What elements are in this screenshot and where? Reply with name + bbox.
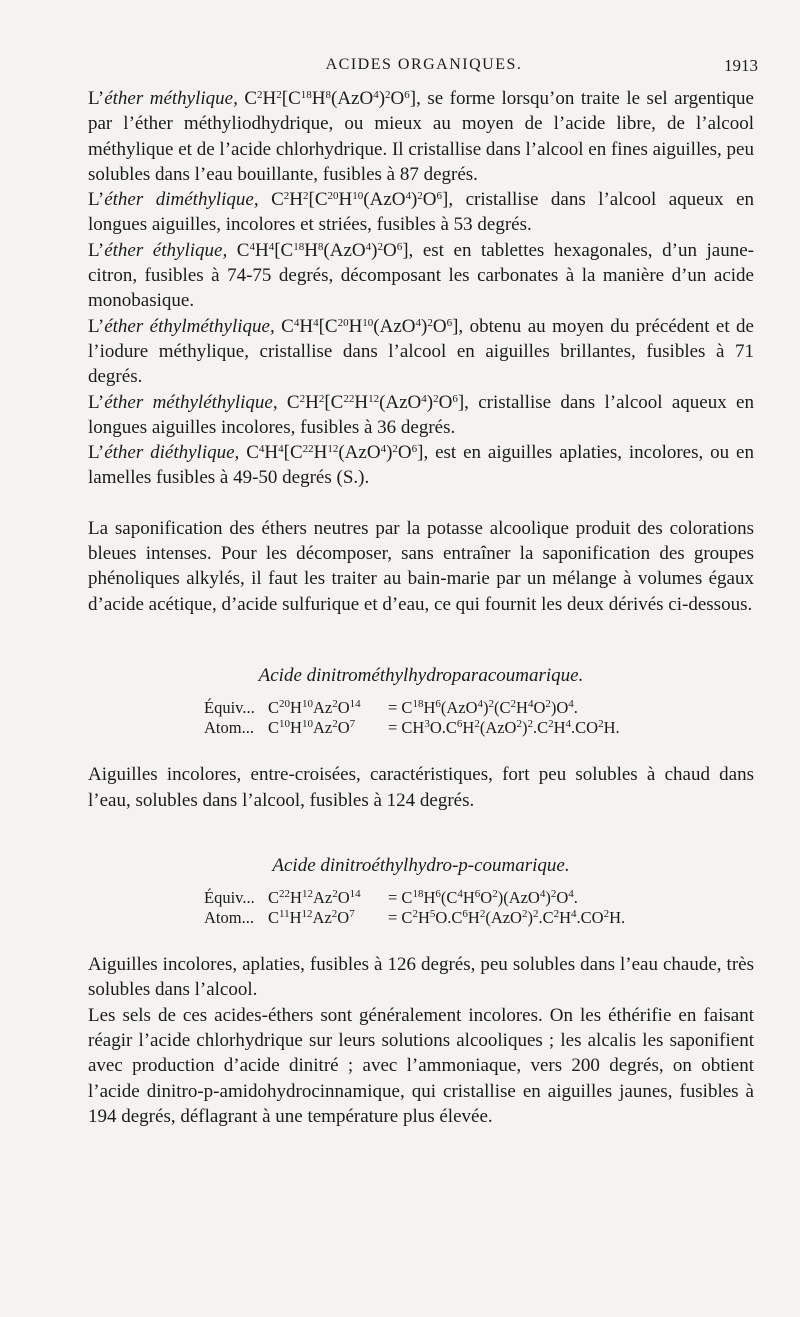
header-title: ACIDES ORGANIQUES. (325, 56, 523, 73)
ether-formula: $C^4H^4[C^{18}H^8(AzO^4)^2O^6]$ (236, 239, 409, 261)
acid2-title: Acide dinitroéthylhydro-p-coumarique. (272, 854, 570, 876)
acid1-atom-label: Atom... (204, 718, 254, 738)
ether-formula: $C^4H^4[C^{22}H^{12}(AzO^4)^2O^6]$ (246, 442, 424, 464)
ether-title: éther méthyléthylique, (104, 391, 287, 413)
acid2-atom-a: $C^{11}H^{12}Az^2O^7$ (268, 908, 355, 928)
acid2-description: Aiguilles incolores, aplaties, fusibles à 126 degrés, peu solubles dans l’eau chaude, très solubles dans l’alcool. (88, 954, 754, 1001)
acid2-atom-b: = $C^2H^5O.C^6H^2(AzO^2)^2.C^2H^4.CO^2H$. (388, 908, 626, 928)
acid2-formula (88, 888, 754, 928)
ether-title: éther diméthylique, (104, 189, 272, 211)
ether-lead: L’ (88, 391, 105, 413)
page-body (88, 86, 754, 1129)
ether-text: , obtenu au moyen du précédent et de l’iodure méthylique, cristallise dans l’alcool en aiguilles brillantes, fusibles à 71 degrés. (88, 315, 754, 388)
acid1-atom-b: = $CH^3O.C^6H^2(AzO^2)^2.C^2H^4.CO^2H$. (388, 718, 620, 738)
acid1-atom-a: $C^{10}H^{10}Az^2O^7$ (268, 718, 356, 738)
ether-paragraph-ethylmethylique (88, 314, 754, 390)
ether-paragraphs (88, 86, 754, 491)
acid1-equiv-a: $C^{20}H^{10}Az^2O^{14}$ (268, 698, 361, 718)
acid2-equiv-a: $C^{22}H^{12}Az^2O^{14}$ (268, 888, 361, 908)
acid1-description: Aiguilles incolores, entre-croisées, caractéristiques, fort peu solubles à chaud dans l’eau, solubles dans l’alcool, fusibles à 124 degrés. (88, 764, 754, 811)
ether-lead: L’ (88, 315, 105, 337)
ether-text: , se forme lorsqu’on traite le sel argentique par l’éther méthyliodhydrique, ou mieux au moyen de l’acide libre, de l’alcool méthylique et de l’acide chlorhydrique. Il cristallise dans l’alcool en fines aiguilles, peu solubles dans l’eau bouillante, fusibles à 87 degrés. (88, 88, 754, 185)
running-header (90, 56, 758, 82)
ether-text: , est en tablettes hexagonales, d’un jaune-citron, fusibles à 74-75 degrés, décomposant les carbonates à la manière d’un acide monobasique. (88, 239, 754, 312)
acid2-atom-label: Atom... (204, 908, 254, 928)
ether-formula: $C^2H^2[C^{20}H^{10}(AzO^4)^2O^6]$ (271, 189, 449, 211)
ether-title: éther éthylique, (104, 239, 237, 261)
ether-lead: L’ (88, 88, 105, 109)
acid1-equiv-label: Équiv... (204, 698, 255, 718)
ether-paragraph-dimethylique (88, 187, 754, 238)
ether-paragraph-methylique (88, 86, 754, 187)
ether-paragraph-methylethylique (88, 390, 754, 441)
acid1-title: Acide dinitrométhylhydroparacoumarique. (258, 664, 584, 686)
ether-title: éther méthylique, (104, 88, 245, 109)
acid1-formula (88, 698, 754, 738)
ether-title: éther diéthylique, (104, 442, 247, 464)
ether-lead: L’ (88, 239, 105, 261)
ether-paragraph-ethylique (88, 238, 754, 314)
ether-text: , cristallise dans l’alcool aqueux en longues aiguilles incolores, fusibles à 36 degrés. (88, 391, 754, 438)
ether-text: , est en aiguilles aplaties, incolores, ou en lamelles fusibles à 49-50 degrés (S.). (88, 442, 754, 489)
ether-paragraph-diethylique (88, 440, 754, 491)
ether-formula: $C^4H^4[C^{20}H^{10}(AzO^4)^2O^6]$ (281, 315, 459, 337)
ether-lead: L’ (88, 442, 105, 464)
closing-paragraph: Les sels de ces acides-éthers sont généralement incolores. On les éthérifie en faisant réagir l’acide chlorhydrique sur leurs solutions alcooliques ; les alcalis les saponifient avec production d’acide dinitré ; avec l’ammoniaque, vers 200 degrés, on obtient l’acide dinitro-p-amidohydrocinnamique, qui cristallise en aiguilles jaunes, fusibles à 194 degrés, déflagrant à une température plus élevée. (88, 1004, 754, 1127)
ether-title: éther éthylméthylique, (104, 315, 282, 337)
ether-formula: $C^2H^2[C^{18}H^8(AzO^4)^2O^6]$ (244, 88, 417, 109)
acid2-equiv-b: = $C^{18}H^6(C^4H^6O^2)(AzO^4)^2O^4$. (388, 888, 578, 908)
ether-text: , cristallise dans l’alcool aqueux en longues aiguilles, incolores et striées, fusibles à 53 degrés. (88, 189, 754, 236)
acid1-equiv-b: = $C^{18}H^6(AzO^4)^2(C^2H^4O^2)O^4$. (388, 698, 578, 718)
page-number: 1913 (724, 56, 758, 75)
ether-lead: L’ (88, 189, 105, 211)
ether-formula: $C^2H^2[C^{22}H^{12}(AzO^4)^2O^6]$ (286, 391, 465, 413)
saponification-paragraph: La saponification des éthers neutres par la potasse alcoolique produit des colorations bleues intenses. Pour les décomposer, sans entraîner la saponification des groupes phénoliques alkylés, il faut les traiter au bain-marie par un mélange à volumes égaux d’acide acétique, d’acide sulfurique et d’eau, ce qui fournit les deux dérivés ci-dessous. (88, 517, 754, 615)
acid2-equiv-label: Équiv... (204, 888, 255, 908)
